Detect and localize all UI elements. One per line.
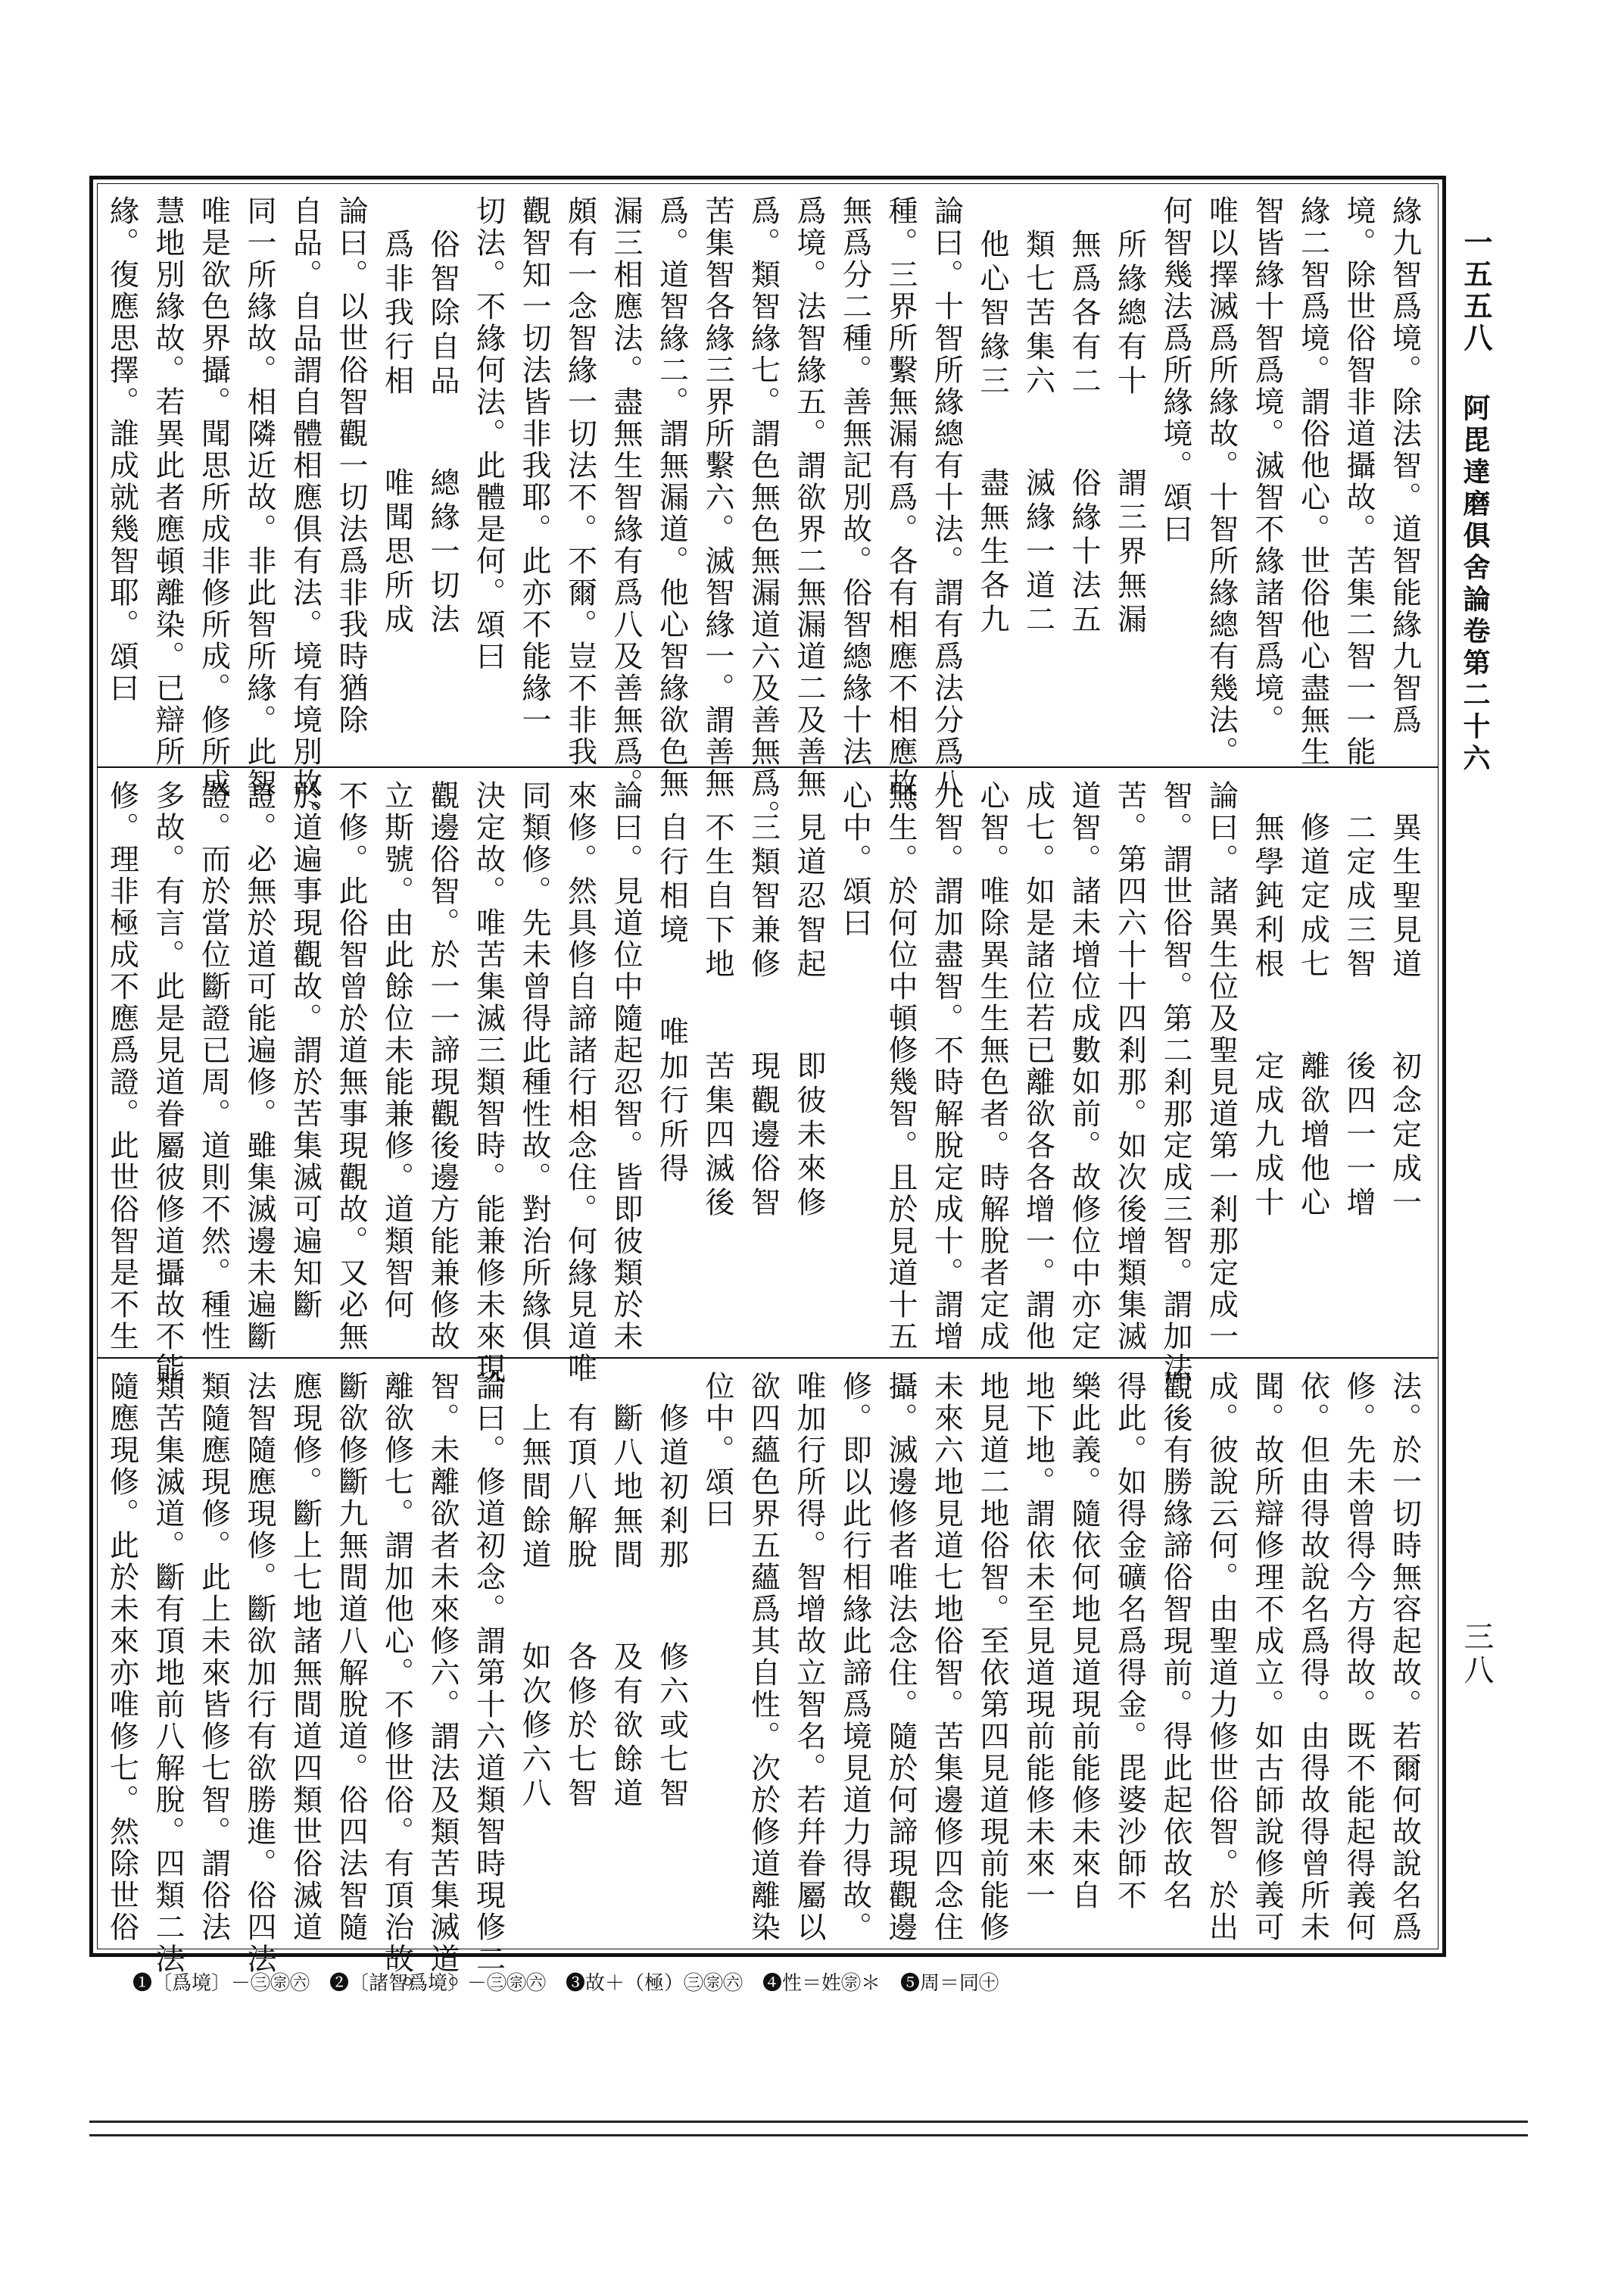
verse-column: 俗智除自品 總緣一切法 xyxy=(425,229,460,638)
text-column: 同類修。先未曾得此種性故。對治所緣俱 xyxy=(517,780,551,1353)
text-column: 唯加行所得。智增故立智名。若幷眷屬以 xyxy=(792,1371,826,1943)
text-column: 智。謂世俗智。第二剎那定成三智。謂加法 xyxy=(1158,780,1192,1384)
text-column: 苦。第四六十十四剎那。如次後增類集滅 xyxy=(1112,780,1147,1353)
text-column: 欲四蘊色界五蘊爲其自性。次於修道離染 xyxy=(746,1371,781,1943)
text-column: 論曰。諸異生位及聖見道第一剎那定成一 xyxy=(1204,780,1239,1353)
page-number: 一五五八 xyxy=(1459,227,1493,354)
verse-column: 類七苦集六 滅緣一道二 xyxy=(1021,229,1055,638)
text-column: 爲。道智緣二。謂無漏道。他心智緣欲色無 xyxy=(654,195,689,800)
verse-column: 有頂八解脫 各修於七智 xyxy=(563,1403,597,1812)
text-column: 慧地別緣故。若異此者應頓離染。已辯所 xyxy=(151,195,185,768)
verse-column: 不生自下地 苦集四滅後 xyxy=(700,812,734,1221)
text-column: 修。先未曾得今方得故。既不能起得義何 xyxy=(1342,1371,1376,1943)
text-column: 同一所緣故。相隣近故。非此智所緣。此智 xyxy=(242,195,276,800)
text-column: 得此。如得金礦名爲得金。毘婆沙師不 xyxy=(1112,1371,1147,1912)
text-column: 論曰。以世俗智觀一切法爲非我時猶除 xyxy=(334,195,368,736)
text-column: 不修。此俗智曾於道無事現觀故。又必無 xyxy=(334,780,368,1353)
text-column: 立斯號。由此餘位未能兼修。道類智何 xyxy=(379,780,414,1321)
text-column: 未來六地見道七地俗智。苦集邊修四念住 xyxy=(929,1371,964,1943)
text-column: 無生。於何位中頓修幾智。且於見道十五 xyxy=(884,780,918,1353)
text-column: 依。但由得故說名爲得。由得故得曾所未 xyxy=(1295,1371,1330,1943)
verse-column: 異生聖見道 初念定成一 xyxy=(1387,812,1422,1221)
text-column: 攝。滅邊修者唯法念住。隨於何諦現觀邊 xyxy=(884,1371,918,1943)
verse-column: 他心智緣三 盡無生各九 xyxy=(975,229,1009,638)
text-column: 決定故。唯苦集滅三類智時。能兼修未來現 xyxy=(471,780,506,1384)
verse-column: 自行相境 唯加行所得 xyxy=(654,812,689,1187)
text-column: 位中。頌曰 xyxy=(700,1371,734,1530)
text-column: 唯以擇滅爲所緣故。十智所緣總有幾法。 xyxy=(1204,195,1239,768)
text-column: 於道遍事現觀故。謂於苦集滅可遍知斷 xyxy=(288,780,323,1321)
text-column: 法智隨應現修。斷欲加行有欲勝進。俗四法 xyxy=(242,1371,276,1975)
text-column: 唯是欲色界攝。聞思所成非修所成。修所成 xyxy=(196,195,231,800)
text-column: 離欲修七。謂加他心。不修世俗。有頂治故。 xyxy=(379,1371,414,2007)
text-column: 境。除世俗智非道攝故。苦集二智一一能 xyxy=(1342,195,1376,768)
text-column: 爲。類智緣七。謂色無色無漏道六及善無爲。 xyxy=(746,195,781,832)
verse-column: 所緣總有十 謂三界無漏 xyxy=(1112,229,1147,638)
text-column: 地見道二地俗智。至依第四見道現前能修 xyxy=(975,1371,1009,1943)
text-column: 應現修。斷上七地諸無間道四類世俗滅道 xyxy=(288,1371,323,1943)
text-column: 緣九智爲境。除法智。道智能緣九智爲 xyxy=(1387,195,1422,736)
text-column: 類隨應現修。此上未來皆修七智。謂俗法 xyxy=(196,1371,231,1943)
bottom-rule-2 xyxy=(89,2134,1528,2136)
verse-column: 無學鈍利根 定成九成十 xyxy=(1250,812,1284,1221)
text-column: 證。必無於道可能遍修。雖集滅邊未遍斷 xyxy=(242,780,276,1353)
text-column: 樂此義。隨依何地見道現前能修未來自 xyxy=(1067,1371,1101,1912)
text-column: 多故。有言。此是見道眷屬彼修道攝故不能 xyxy=(151,780,185,1384)
running-title: 阿毘達磨俱舍論卷第二十六 xyxy=(1459,394,1491,776)
verse-column: 二定成三智 後四一一增 xyxy=(1342,812,1376,1221)
text-column: 觀邊俗智。於一一諦現觀後邊方能兼修故 xyxy=(425,780,460,1353)
verse-column: 修道定成七 離欲增他心 xyxy=(1295,812,1330,1221)
text-column: 法。於一切時無容起故。若爾何故說名爲 xyxy=(1387,1371,1422,1943)
text-column: 九智。謂加盡智。不時解脫定成十。謂增 xyxy=(929,780,964,1353)
text-column: 智。未離欲者未來修六。謂法及類苦集滅道。 xyxy=(425,1371,460,2007)
text-column: 論曰。十智所緣總有十法。謂有爲法分爲八 xyxy=(929,195,964,800)
text-column: 證。而於當位斷證已周。道則不然。種性 xyxy=(196,780,231,1353)
text-column: 心智。唯除異生生無色者。時解脫者定成 xyxy=(975,780,1009,1353)
text-column: 頗有一念智緣一切法不。不爾。豈不非我 xyxy=(563,195,597,768)
footnotes: ❶〔爲境〕－㊂㊪㊅ ❷〔諸智爲境〕－㊂㊪㊅ ❸故＋（極）㊂㊪㊅ ❹性＝姓㊪＊ ❺周＝同㊉ xyxy=(132,1972,999,1995)
verse-column: 見道忍智起 即彼未來修 xyxy=(792,812,826,1221)
verse-column: 斷八地無間 及有欲餘道 xyxy=(609,1403,643,1812)
text-column: 觀後有勝緣諦俗智現前。得此起依故名 xyxy=(1158,1371,1192,1912)
text-column: 成七。如是諸位若已離欲各各增一。謂他 xyxy=(1021,780,1055,1353)
text-column: 隨應現修。此於未來亦唯修七。然除世俗 xyxy=(104,1371,139,1943)
text-column: 觀智知一切法皆非我耶。此亦不能緣一 xyxy=(517,195,551,736)
text-column: 種。三界所繫無漏有爲。各有相應不相應故。 xyxy=(884,195,918,832)
verse-column: 無爲各有二 俗緣十法五 xyxy=(1067,229,1101,638)
verse-column: 上無間餘道 如次修六八 xyxy=(517,1403,551,1812)
text-column: 心中。頌曰 xyxy=(837,780,872,939)
text-column: 斷欲修斷九無間道八解脫道。俗四法智隨 xyxy=(334,1371,368,1943)
text-column: 聞。故所辯修理不成立。如古師說修義可 xyxy=(1250,1371,1284,1943)
text-column: 修。即以此行相緣此諦爲境見道力得故。 xyxy=(837,1371,872,1943)
section-divider-2 xyxy=(97,1357,1439,1359)
text-column: 修。理非極成不應爲證。此世俗智是不生 xyxy=(104,780,139,1353)
verse-column: 三類智兼修 現觀邊俗智 xyxy=(746,812,781,1221)
text-column: 漏三相應法。盡無生智緣有爲八及善無爲。 xyxy=(609,195,643,800)
text-column: 切法。不緣何法。此體是何。頌曰 xyxy=(471,195,506,673)
text-column: 自品。自品謂自體相應俱有法。境有境別故。 xyxy=(288,195,323,832)
text-column: 成。彼說云何。由聖道力修世俗智。於出 xyxy=(1204,1371,1239,1943)
text-column: 緣二智爲境。謂俗他心。世俗他心盡無生 xyxy=(1295,195,1330,768)
margin-page-number: 三八 xyxy=(1459,1621,1494,1687)
bottom-rule-1 xyxy=(89,2121,1528,2123)
text-column: 無爲分二種。善無記別故。俗智總緣十法 xyxy=(837,195,872,768)
verse-column: 修道初剎那 修六或七智 xyxy=(654,1403,689,1812)
text-column: 地下地。謂依未至見道現前能修未來一 xyxy=(1021,1371,1055,1912)
text-column: 論曰。見道位中隨起忍智。皆即彼類於未 xyxy=(609,780,643,1353)
text-column: 來修。然具修自諦諸行相念住。何緣見道唯 xyxy=(563,780,597,1384)
text-column: 論曰。修道初念。謂第十六道類智時現修二 xyxy=(471,1371,506,1975)
text-column: 類苦集滅道。斷有頂地前八解脫。四類二法 xyxy=(151,1371,185,1975)
text-column: 智皆緣十智爲境。滅智不緣諸智爲境。 xyxy=(1250,195,1284,736)
text-column: 道智。諸未增位成數如前。故修位中亦定 xyxy=(1067,780,1101,1353)
text-column: 緣。復應思擇。誰成就幾智耶。頌曰 xyxy=(104,195,139,704)
text-column: 苦集智各緣三界所繫六。滅智緣一。謂善無 xyxy=(700,195,734,800)
text-column: 爲境。法智緣五。謂欲界二無漏道二及善無 xyxy=(792,195,826,800)
verse-column: 爲非我行相 唯聞思所成 xyxy=(379,229,414,638)
text-column: 何智幾法爲所緣境。頌曰 xyxy=(1158,195,1192,545)
